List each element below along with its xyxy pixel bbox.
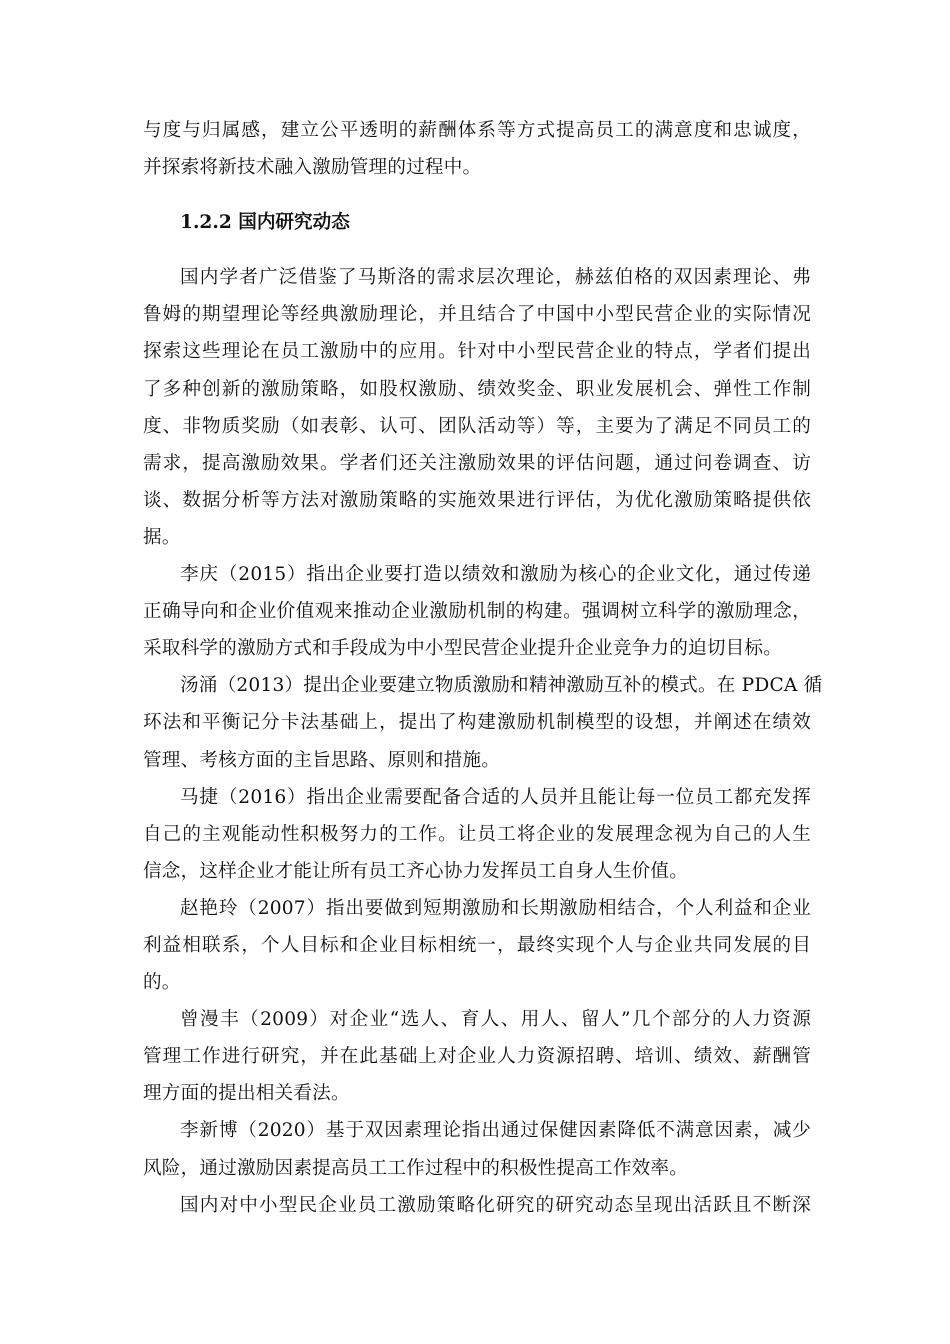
paragraph-li-qing [143, 556, 811, 667]
text-line: 风险，通过激励因素提高员工工作过程中的积极性提高工作效率。 [143, 1157, 689, 1179]
text-line: 马捷（2016）指出企业需要配备合适的人员并且能让每一位员工都充发挥 [180, 786, 811, 808]
text-line: 的。 [143, 972, 181, 994]
text-line: 采取科学的激励方式和手段成为中小型民营企业提升企业竞争力的迫切目标。 [143, 638, 782, 660]
paragraph-li-xinbo [143, 1112, 811, 1186]
paragraph-ma-jie [143, 779, 811, 890]
text-line: 了多种创新的激励策略，如股权激励、绩效奖金、职业发展机会、弹性工作制 [143, 378, 811, 400]
text-line: 需求，提高激励效果。学者们还关注激励效果的评估问题，通过问卷调查、访 [143, 452, 811, 474]
section-heading: 1.2.2 国内研究动态 [180, 212, 350, 234]
paragraph-zeng-manfeng [143, 1001, 811, 1112]
text-line: 李新博（2020）基于双因素理论指出通过保健因素降低不满意因素，减少 [180, 1120, 811, 1142]
text-line: 与度与归属感，建立公平透明的薪酬体系等方式提高员工的满意度和忠诚度， [143, 120, 811, 141]
text-line: 利益相联系，个人目标和企业目标相统一，最终实现个人与企业共同发展的目 [143, 934, 811, 956]
paragraph-tang-yong [143, 667, 823, 778]
text-line: 谈、数据分析等方法对激励策略的实施效果进行评估，为优化激励策略提供依 [143, 489, 811, 511]
text-line: 管理、考核方面的主旨思路、原则和措施。 [143, 749, 501, 771]
text-line: 自己的主观能动性积极努力的工作。让员工将企业的发展理念视为自己的人生 [143, 823, 811, 845]
text-line: 正确导向和企业价值观来推动企业激励机制的构建。强调树立科学的激励理念， [143, 601, 811, 623]
text-line: 国内学者广泛借鉴了马斯洛的需求层次理论，赫兹伯格的双因素理论、弗 [180, 267, 811, 289]
text-line: 汤涌（2013）提出企业要建立物质激励和精神激励互补的模式。在 PDCA 循 [180, 675, 823, 697]
text-line: 李庆（2015）指出企业要打造以绩效和激励为核心的企业文化，通过传递 [180, 564, 811, 586]
text-line: 据。 [143, 526, 181, 548]
text-line: 并探索将新技术融入激励管理的过程中。 [143, 157, 482, 179]
text-line: 信念，这样企业才能让所有员工齐心协力发挥员工自身人生价值。 [143, 860, 689, 882]
paragraph-zhao-yanling [143, 890, 811, 1001]
text-line: 环法和平衡记分卡法基础上，提出了构建激励机制模型的设想，并阐述在绩效 [143, 712, 811, 734]
text-line: 鲁姆的期望理论等经典激励理论，并且结合了中国中小型民营企业的实际情况 [143, 304, 811, 326]
text-line: 探索这些理论在员工激励中的应用。针对中小型民营企业的特点，学者们提出 [143, 341, 811, 363]
text-line: 曾漫丰（2009）对企业“选人、育人、用人、留人”几个部分的人力资源 [180, 1009, 811, 1031]
text-line: 度、非物质奖励（如表彰、认可、团队活动等）等，主要为了满足不同员工的 [143, 415, 811, 437]
text-line: 国内对中小型民企业员工激励策略化研究的研究动态呈现出活跃且不断深 [180, 1194, 811, 1216]
text-line: 赵艳玲（2007）指出要做到短期激励和长期激励相结合，个人利益和企业 [180, 897, 811, 919]
paragraph-summary [143, 1187, 811, 1224]
text-line: 理方面的提出相关看法。 [143, 1083, 350, 1105]
paragraph-domestic-scholars [143, 259, 811, 556]
text-line: 管理工作进行研究，并在此基础上对企业人力资源招聘、培训、绩效、薪酬管 [143, 1046, 811, 1068]
document-body [143, 112, 823, 1224]
opening-paragraph [143, 112, 811, 186]
